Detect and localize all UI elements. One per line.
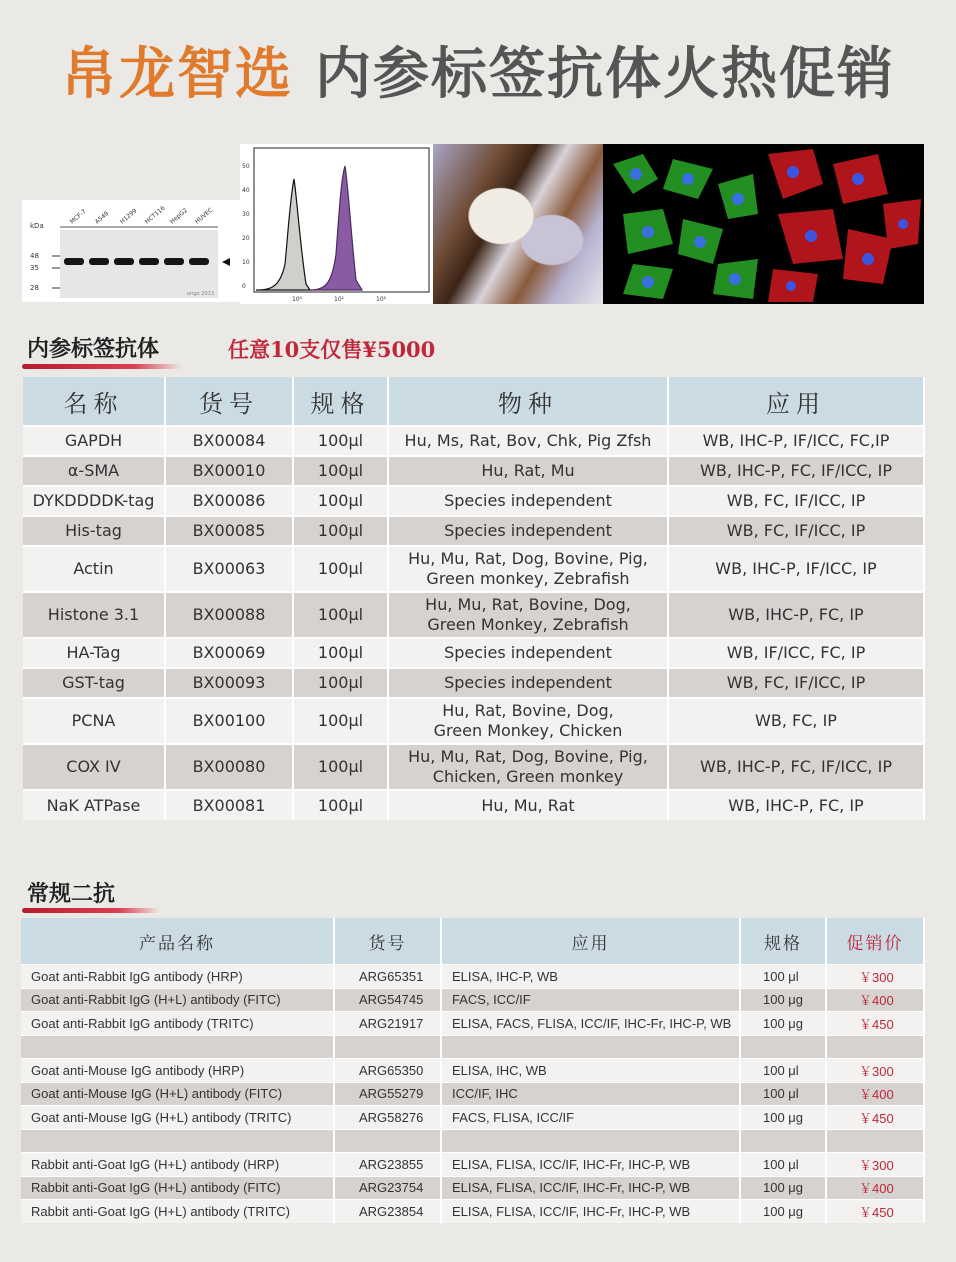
wb-marker-48: 48 xyxy=(30,252,39,260)
table-row xyxy=(21,1082,924,1106)
western-blot-image xyxy=(22,200,240,302)
table-row xyxy=(23,546,924,592)
cell-size: 100μl xyxy=(293,516,388,546)
cell-catalog: ARG23754 xyxy=(334,1176,441,1200)
cell-price: ￥400 xyxy=(826,1176,924,1200)
cell-application: ELISA, FLISA, ICC/IF, IHC-Fr, IHC-P, WB xyxy=(441,1153,740,1177)
cell-product xyxy=(21,1129,334,1153)
col-header-application: 应用 xyxy=(441,918,740,965)
table-row xyxy=(23,456,924,486)
cell-size: 100μl xyxy=(293,456,388,486)
if-green-cells-image xyxy=(603,144,763,304)
cell-application: WB, FC, IF/ICC, IP xyxy=(668,668,924,698)
flow-y-tick: 40 xyxy=(242,187,250,194)
cell-species: Hu, Mu, Rat, Dog, Bovine, Pig, Green monkey, Zebrafish xyxy=(388,546,668,592)
table-row xyxy=(21,988,924,1012)
cell-size: 100 μg xyxy=(740,1106,826,1130)
table-row xyxy=(21,1106,924,1130)
cell-species: Species independent xyxy=(388,516,668,546)
col-header-size: 规格 xyxy=(293,377,388,426)
cell-application: ELISA, IHC-P, WB xyxy=(441,965,740,989)
table-row xyxy=(21,965,924,989)
cell-size: 100 μl xyxy=(740,965,826,989)
table-row xyxy=(23,638,924,668)
wb-lane-label: HepG2 xyxy=(168,207,189,226)
wb-watermark: origo 2013 xyxy=(187,291,215,297)
cell-catalog: ARG65350 xyxy=(334,1059,441,1083)
cell-name: GAPDH xyxy=(23,426,165,456)
cell-name: DYKDDDDK-tag xyxy=(23,486,165,516)
cell-name: His-tag xyxy=(23,516,165,546)
cell-size: 100 μg xyxy=(740,988,826,1012)
table-row xyxy=(23,592,924,638)
cell-catalog xyxy=(334,1129,441,1153)
wb-lane-label: MCF-7 xyxy=(68,208,88,226)
cell-catalog: BX00063 xyxy=(165,546,293,592)
cell-price xyxy=(826,1035,924,1059)
cell-size: 100μl xyxy=(293,546,388,592)
col-header-product: 产品名称 xyxy=(21,918,334,965)
col-header-price: 促销价 xyxy=(826,918,924,965)
cell-catalog: ARG55279 xyxy=(334,1082,441,1106)
cell-size: 100 μl xyxy=(740,1153,826,1177)
cell-application xyxy=(441,1035,740,1059)
cell-application: ELISA, FLISA, ICC/IF, IHC-Fr, IHC-P, WB xyxy=(441,1200,740,1223)
cell-size: 100μl xyxy=(293,790,388,820)
cell-price xyxy=(826,1129,924,1153)
cell-product: Goat anti-Mouse IgG (H+L) antibody (FITC) xyxy=(21,1082,334,1106)
wb-band xyxy=(139,258,159,265)
table-row xyxy=(21,1059,924,1083)
cell-product xyxy=(21,1035,334,1059)
section1-promo: 任意10支仅售¥5000 xyxy=(228,337,436,362)
cell-application: WB, IF/ICC, FC, IP xyxy=(668,638,924,668)
secondary-antibody-table xyxy=(21,918,925,1223)
wb-marker-35: 35 xyxy=(30,264,39,272)
cell-application: ELISA, IHC, WB xyxy=(441,1059,740,1083)
table-row xyxy=(23,744,924,790)
cell-application: ELISA, FLISA, ICC/IF, IHC-Fr, IHC-P, WB xyxy=(441,1176,740,1200)
cell-product: Rabbit anti-Goat IgG (H+L) antibody (FITC) xyxy=(21,1176,334,1200)
cell-catalog: ARG58276 xyxy=(334,1106,441,1130)
wb-lane-label: H1299 xyxy=(118,207,139,226)
cell-name: COX IV xyxy=(23,744,165,790)
col-header-catalog: 货号 xyxy=(334,918,441,965)
cell-product: Goat anti-Rabbit IgG antibody (HRP) xyxy=(21,965,334,989)
cell-application: WB, FC, IP xyxy=(668,698,924,744)
cell-catalog: BX00093 xyxy=(165,668,293,698)
table-row xyxy=(21,1200,924,1223)
cell-application: WB, FC, IF/ICC, IP xyxy=(668,516,924,546)
cell-price: ￥300 xyxy=(826,1059,924,1083)
cell-product: Goat anti-Rabbit IgG antibody (TRITC) xyxy=(21,1012,334,1036)
cell-species: Hu, Ms, Rat, Bov, Chk, Pig Zfsh xyxy=(388,426,668,456)
cell-application: WB, IHC-P, FC, IF/ICC, IP xyxy=(668,456,924,486)
table-row xyxy=(23,698,924,744)
if-red-cells-image xyxy=(763,144,924,304)
flow-y-tick: 50 xyxy=(242,163,250,170)
cell-product: Goat anti-Mouse IgG (H+L) antibody (TRITC) xyxy=(21,1106,334,1130)
wb-lane-label: A549 xyxy=(93,210,111,226)
cell-size: 100μl xyxy=(293,426,388,456)
cell-name: GST-tag xyxy=(23,668,165,698)
cell-price: ￥450 xyxy=(826,1012,924,1036)
cell-price: ￥450 xyxy=(826,1200,924,1223)
cell-catalog: BX00084 xyxy=(165,426,293,456)
cell-application: WB, IHC-P, FC, IF/ICC, IP xyxy=(668,744,924,790)
table-row xyxy=(23,790,924,820)
wb-marker-28: 28 xyxy=(30,284,39,292)
cell-size: 100μl xyxy=(293,744,388,790)
page-title: 内参标签抗体火热促销 xyxy=(315,42,895,107)
cell-size: 100 μl xyxy=(740,1059,826,1083)
cell-application: WB, FC, IF/ICC, IP xyxy=(668,486,924,516)
cell-catalog: BX00080 xyxy=(165,744,293,790)
cell-size: 100μl xyxy=(293,592,388,638)
wb-band xyxy=(164,258,184,265)
cell-name: NaK ATPase xyxy=(23,790,165,820)
cell-species: Hu, Rat, Bovine, Dog, Green Monkey, Chicken xyxy=(388,698,668,744)
cell-name: α-SMA xyxy=(23,456,165,486)
cell-name: HA-Tag xyxy=(23,638,165,668)
cell-species: Species independent xyxy=(388,486,668,516)
cell-name: Actin xyxy=(23,546,165,592)
cell-name: Histone 3.1 xyxy=(23,592,165,638)
cell-species: Hu, Rat, Mu xyxy=(388,456,668,486)
cell-size: 100μl xyxy=(293,668,388,698)
cell-price: ￥400 xyxy=(826,988,924,1012)
cell-size: 100 μg xyxy=(740,1200,826,1223)
ihc-stain-image xyxy=(433,144,603,304)
cell-price: ￥450 xyxy=(826,1106,924,1130)
cell-price: ￥300 xyxy=(826,965,924,989)
cell-catalog: ARG23854 xyxy=(334,1200,441,1223)
col-header-size: 规格 xyxy=(740,918,826,965)
band-arrow-icon xyxy=(222,258,230,266)
brand-name: 帛龙智选 xyxy=(61,42,293,107)
cell-application: WB, IHC-P, FC, IP xyxy=(668,592,924,638)
table-header-row xyxy=(21,918,924,965)
cell-size: 100 μg xyxy=(740,1176,826,1200)
col-header-application: 应用 xyxy=(668,377,924,426)
flow-y-tick: 10 xyxy=(242,259,250,266)
cell-species: Hu, Mu, Rat, Bovine, Dog, Green Monkey, Zebrafish xyxy=(388,592,668,638)
cell-size: 100μl xyxy=(293,486,388,516)
wb-unit: kDa xyxy=(30,222,44,230)
col-header-catalog: 货号 xyxy=(165,377,293,426)
table-row xyxy=(21,1176,924,1200)
wb-band xyxy=(64,258,84,265)
cell-species: Hu, Mu, Rat, Dog, Bovine, Pig, Chicken, Green monkey xyxy=(388,744,668,790)
table-row xyxy=(23,668,924,698)
cell-catalog: BX00010 xyxy=(165,456,293,486)
cell-species: Species independent xyxy=(388,638,668,668)
cell-product: Rabbit anti-Goat IgG (H+L) antibody (TRITC) xyxy=(21,1200,334,1223)
cell-application: ELISA, FACS, FLISA, ICC/IF, IHC-Fr, IHC-P, WB xyxy=(441,1012,740,1036)
cell-catalog: BX00088 xyxy=(165,592,293,638)
cell-size xyxy=(740,1035,826,1059)
flow-cytometry-histogram xyxy=(240,144,433,304)
cell-catalog xyxy=(334,1035,441,1059)
cell-application: WB, IHC-P, IF/ICC, FC,IP xyxy=(668,426,924,456)
cell-application xyxy=(441,1129,740,1153)
cell-product: Goat anti-Rabbit IgG (H+L) antibody (FITC) xyxy=(21,988,334,1012)
col-header-species: 物种 xyxy=(388,377,668,426)
cell-size: 100μl xyxy=(293,638,388,668)
cell-size: 100 μl xyxy=(740,1082,826,1106)
cell-name: PCNA xyxy=(23,698,165,744)
wb-band xyxy=(89,258,109,265)
cell-application: WB, IHC-P, FC, IP xyxy=(668,790,924,820)
cell-catalog: BX00100 xyxy=(165,698,293,744)
cell-catalog: BX00069 xyxy=(165,638,293,668)
cell-catalog: ARG23855 xyxy=(334,1153,441,1177)
flow-x-tick: 10² xyxy=(376,296,387,303)
wb-band xyxy=(114,258,134,265)
spacer-row xyxy=(21,1129,924,1153)
section1-underline xyxy=(22,364,182,369)
spacer-row xyxy=(21,1035,924,1059)
table-row xyxy=(23,426,924,456)
page-header xyxy=(0,30,956,110)
section2-underline xyxy=(22,908,160,913)
cell-price: ￥300 xyxy=(826,1153,924,1177)
flow-x-tick: 10⁰ xyxy=(292,296,303,303)
cell-species: Hu, Mu, Rat xyxy=(388,790,668,820)
section1-title: 内参标签抗体 xyxy=(27,336,160,362)
table-row xyxy=(23,486,924,516)
wb-lane-label: HCT116 xyxy=(143,204,167,226)
section2-title: 常规二抗 xyxy=(27,881,116,907)
cell-catalog: ARG54745 xyxy=(334,988,441,1012)
flow-y-tick: 30 xyxy=(242,211,250,218)
table-row xyxy=(21,1012,924,1036)
cell-size: 100 μg xyxy=(740,1012,826,1036)
cell-size xyxy=(740,1129,826,1153)
cell-application: ICC/IF, IHC xyxy=(441,1082,740,1106)
cell-catalog: ARG65351 xyxy=(334,965,441,989)
flow-x-tick: 10¹ xyxy=(334,296,345,303)
antibody-table xyxy=(23,377,925,820)
table-row xyxy=(21,1153,924,1177)
col-header-name: 名称 xyxy=(23,377,165,426)
flow-y-tick: 0 xyxy=(242,283,246,290)
cell-application: WB, IHC-P, IF/ICC, IP xyxy=(668,546,924,592)
cell-price: ￥400 xyxy=(826,1082,924,1106)
cell-species: Species independent xyxy=(388,668,668,698)
cell-catalog: BX00086 xyxy=(165,486,293,516)
table-row xyxy=(23,516,924,546)
wb-band xyxy=(189,258,209,265)
wb-lane-label: HUVEC xyxy=(193,206,215,226)
cell-application: FACS, ICC/IF xyxy=(441,988,740,1012)
table-header-row xyxy=(23,377,924,426)
cell-catalog: ARG21917 xyxy=(334,1012,441,1036)
cell-product: Goat anti-Mouse IgG antibody (HRP) xyxy=(21,1059,334,1083)
cell-product: Rabbit anti-Goat IgG (H+L) antibody (HRP) xyxy=(21,1153,334,1177)
flow-y-tick: 20 xyxy=(242,235,250,242)
cell-application: FACS, FLISA, ICC/IF xyxy=(441,1106,740,1130)
cell-size: 100μl xyxy=(293,698,388,744)
cell-catalog: BX00081 xyxy=(165,790,293,820)
cell-catalog: BX00085 xyxy=(165,516,293,546)
